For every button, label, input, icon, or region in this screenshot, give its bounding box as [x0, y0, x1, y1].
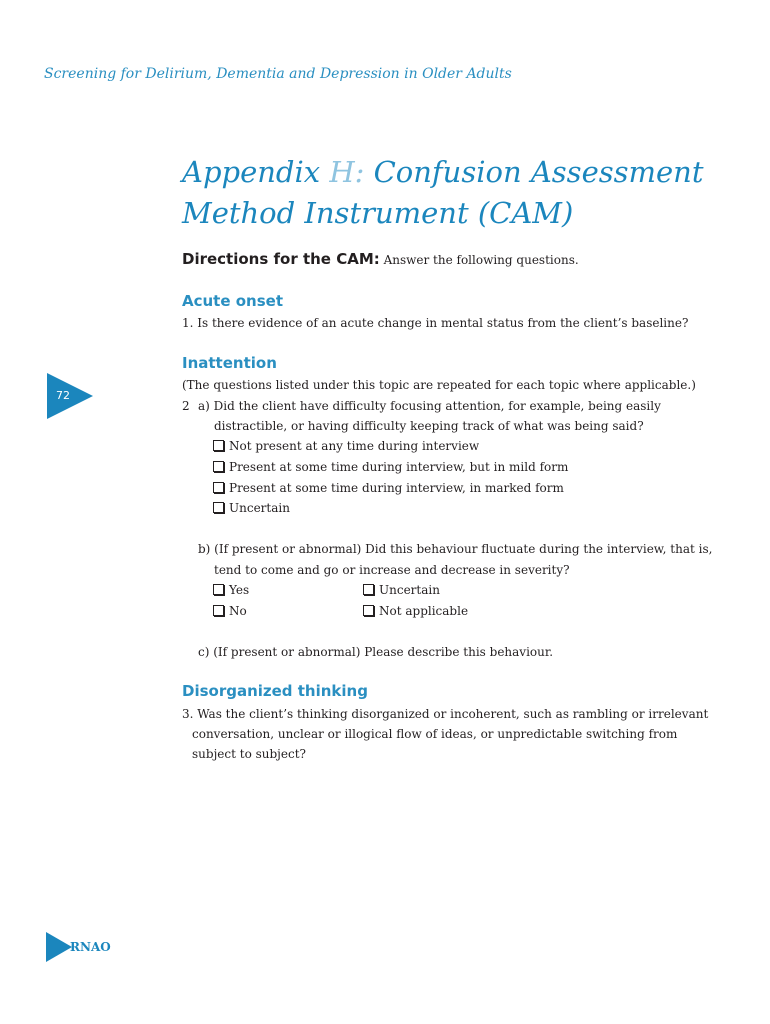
- title-prefix: Appendix: [182, 155, 330, 189]
- running-header: Screening for Delirium, Dementia and Depression in Older Adults: [44, 66, 512, 82]
- question-2-number: 2: [182, 399, 190, 413]
- inattention-note: (The questions listed under this topic are repeated for each topic where applicable.): [182, 378, 696, 392]
- page-title: [182, 152, 742, 234]
- directions-text: Answer the following questions.: [379, 253, 579, 267]
- heading-acute-onset: Acute onset: [182, 292, 284, 310]
- page-number: 72: [56, 389, 70, 402]
- checkbox-icon[interactable]: [213, 502, 224, 513]
- option-2a-not-present[interactable]: Not present at any time during interview: [213, 438, 479, 454]
- option-2b-yes[interactable]: Yes: [213, 582, 249, 598]
- option-2b-uncertain[interactable]: Uncertain: [363, 582, 440, 598]
- page-marker-arrow-icon: [47, 373, 93, 419]
- option-2b-no[interactable]: No: [213, 603, 247, 619]
- checkbox-icon[interactable]: [213, 605, 224, 616]
- option-2a-uncertain[interactable]: Uncertain: [213, 500, 290, 516]
- option-2a-marked[interactable]: Present at some time during interview, in marked form: [213, 480, 564, 496]
- checkbox-icon[interactable]: [213, 440, 224, 451]
- checkbox-icon[interactable]: [213, 461, 224, 472]
- heading-disorganized-thinking: Disorganized thinking: [182, 682, 368, 700]
- checkbox-icon[interactable]: [213, 584, 224, 595]
- question-3-line3: subject to subject?: [192, 747, 306, 761]
- question-1: 1. Is there evidence of an acute change in mental status from the client’s baseline?: [182, 316, 689, 330]
- directions-label: Directions for the CAM:: [182, 250, 380, 268]
- question-3-line2: conversation, unclear or illogical flow of ideas, or unpredictable switching from: [192, 727, 678, 741]
- question-2a-line2: distractible, or having difficulty keeping track of what was being said?: [214, 419, 644, 433]
- option-2b-not-applicable[interactable]: Not applicable: [363, 603, 468, 619]
- title-line1-rest: Confusion Assessment: [364, 155, 704, 189]
- title-line2: Method Instrument (CAM): [182, 196, 574, 230]
- question-2b-line2: tend to come and go or increase and decrease in severity?: [214, 563, 570, 577]
- rnao-logo-arrow-icon: [46, 932, 72, 962]
- option-2a-mild[interactable]: Present at some time during interview, but in mild form: [213, 459, 568, 475]
- rnao-logo-text: RNAO: [70, 940, 111, 954]
- question-2c: c) (If present or abnormal) Please describe this behaviour.: [198, 645, 554, 659]
- checkbox-icon[interactable]: [363, 584, 374, 595]
- title-appendix-letter: H:: [329, 155, 365, 189]
- question-2a-line1: a) Did the client have difficulty focusing attention, for example, being easily: [198, 399, 661, 413]
- question-2b-line1: b) (If present or abnormal) Did this behaviour fluctuate during the interview, that is,: [198, 542, 713, 556]
- question-3-line1: 3. Was the client’s thinking disorganized or incoherent, such as rambling or irrelevant: [182, 707, 709, 721]
- checkbox-icon[interactable]: [363, 605, 374, 616]
- heading-inattention: Inattention: [182, 354, 277, 372]
- directions: [182, 250, 579, 268]
- checkbox-icon[interactable]: [213, 482, 224, 493]
